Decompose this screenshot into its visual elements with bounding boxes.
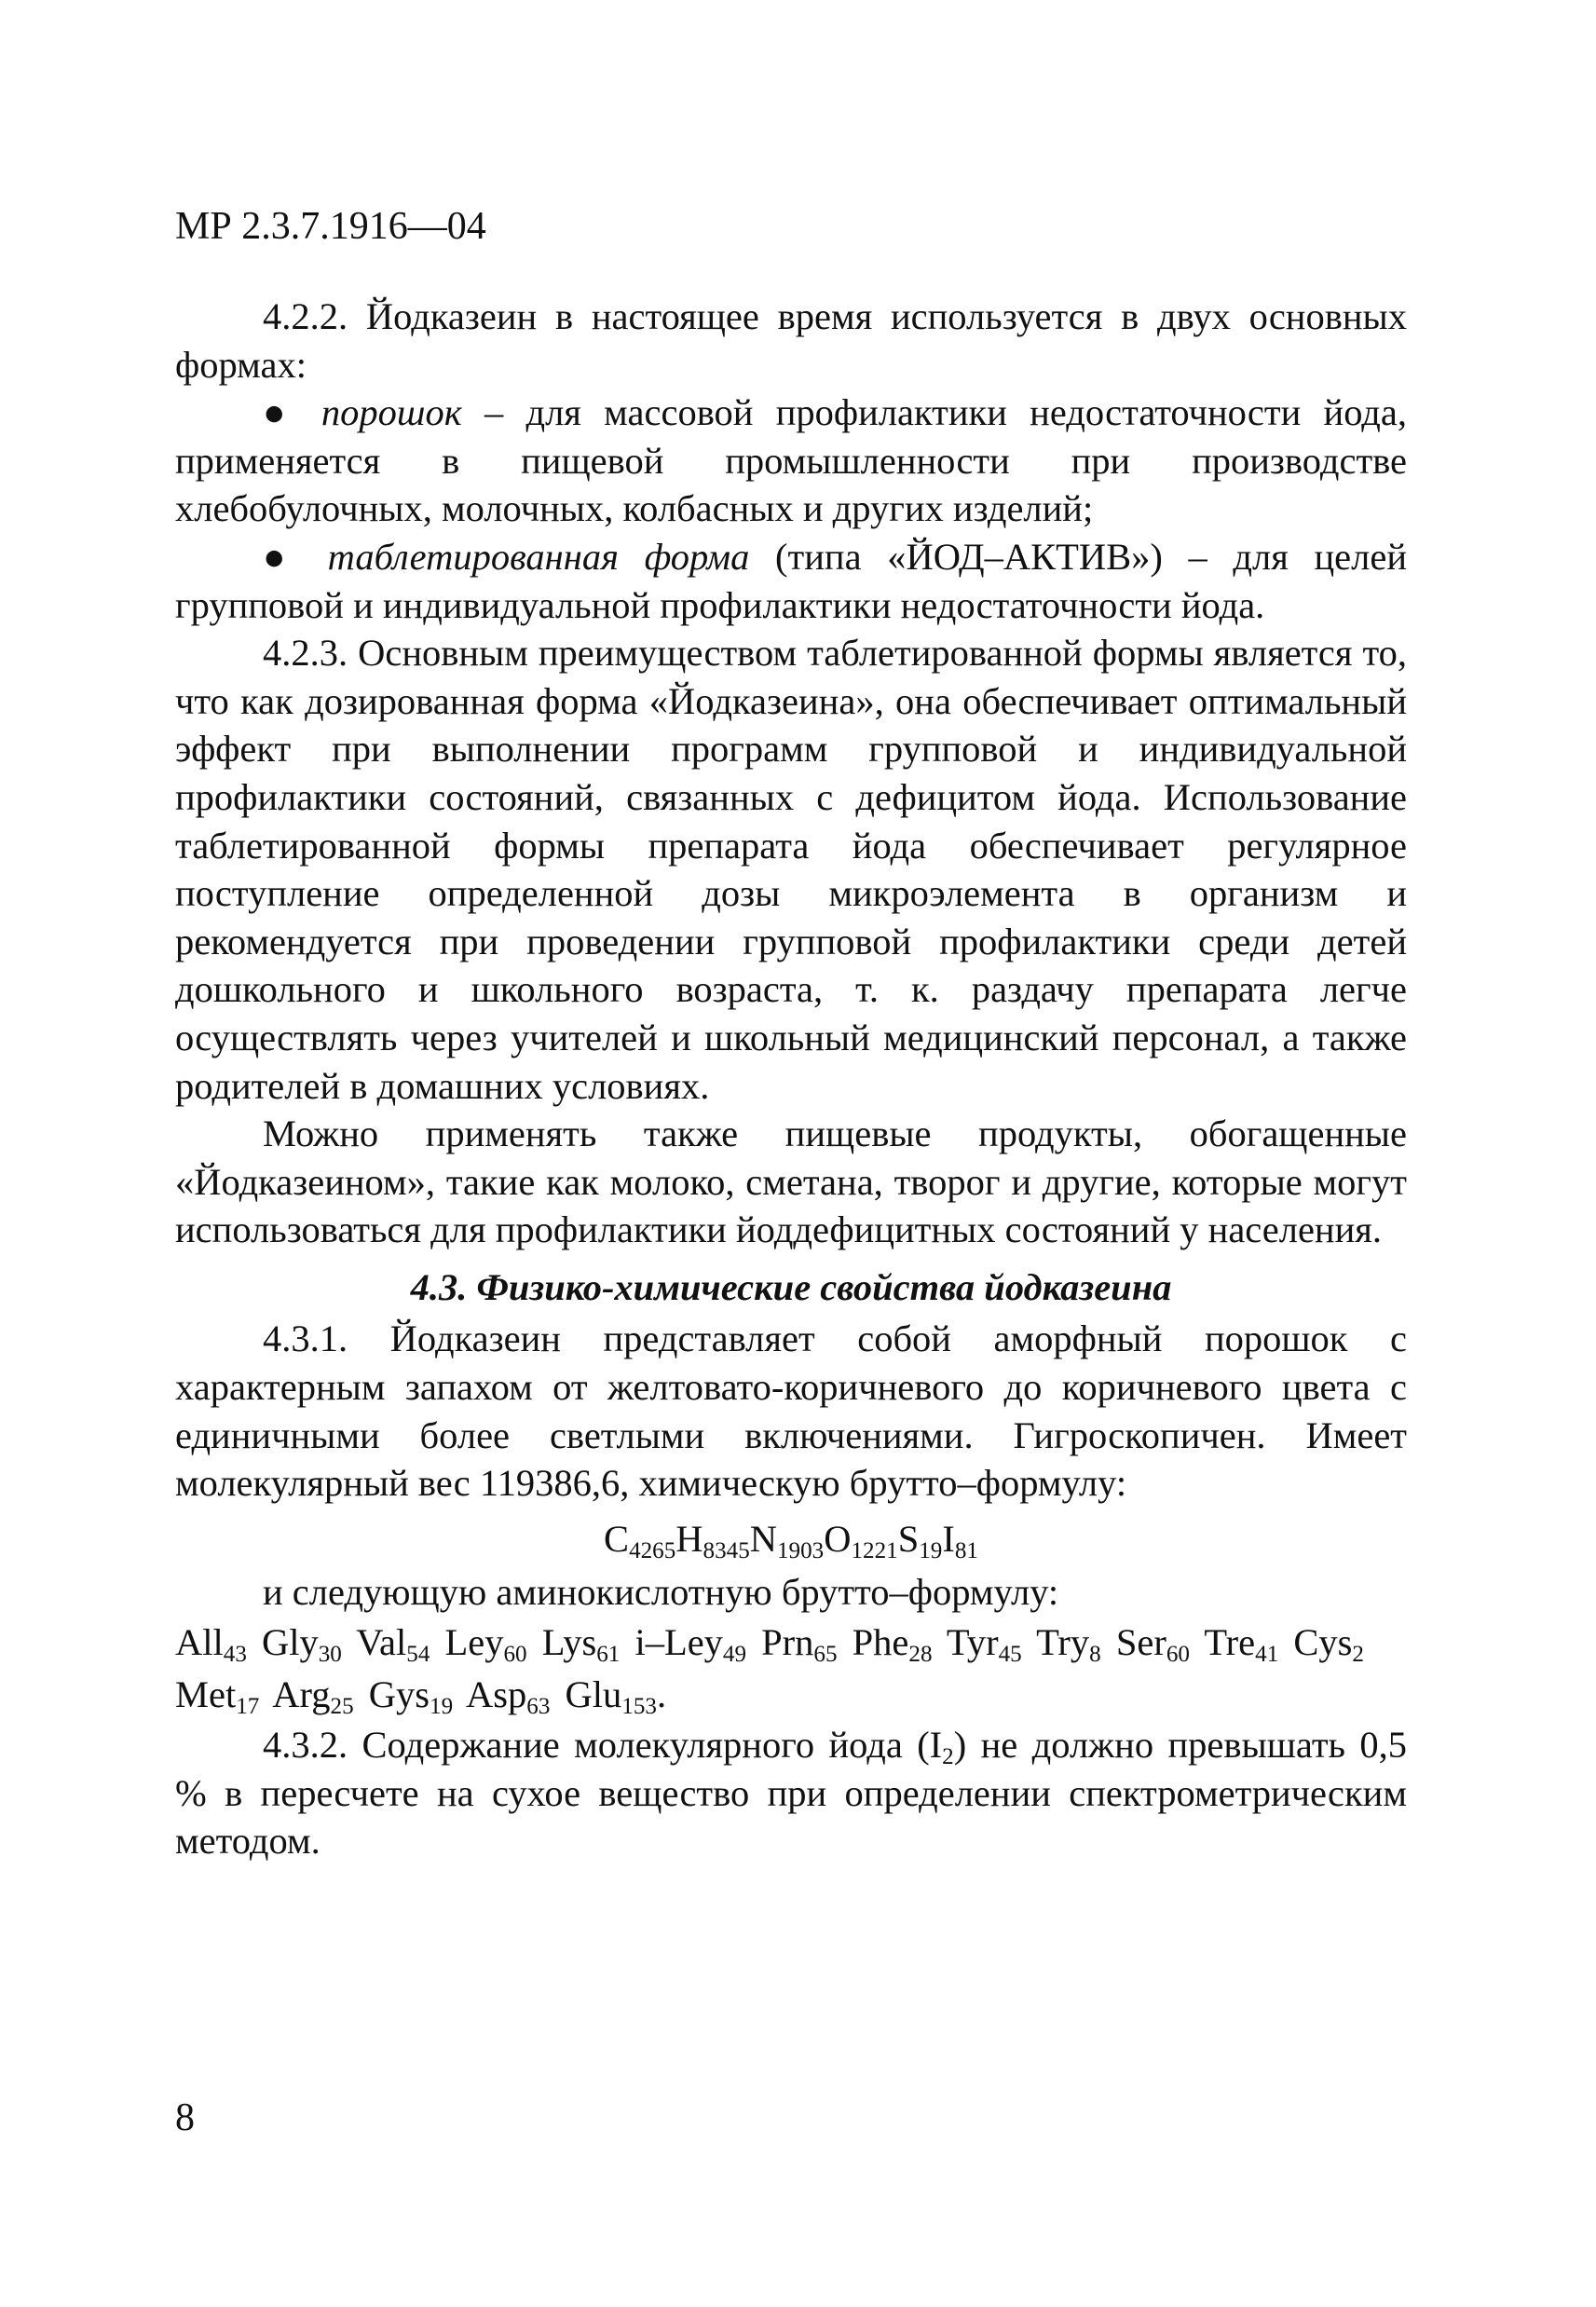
formula-element <box>604 1517 676 1563</box>
formula-element-count: 1221 <box>851 1537 898 1563</box>
amino-acid <box>852 1621 933 1668</box>
amino-acid <box>356 1621 430 1668</box>
amino-acid-count: 19 <box>430 1694 454 1720</box>
amino-acid-count: 60 <box>503 1642 527 1668</box>
amino-acid-name: Lys <box>541 1621 597 1664</box>
amino-acid <box>262 1621 342 1668</box>
bullet-term-tablet: таблетированная форма <box>327 535 750 578</box>
amino-acid <box>565 1673 667 1720</box>
amino-acid <box>175 1621 247 1668</box>
amino-acid-count: 2 <box>1352 1642 1364 1668</box>
formula-element-symbol: H <box>675 1517 703 1560</box>
amino-acid-count: 65 <box>813 1642 838 1668</box>
bullet-term-powder: порошок <box>321 391 462 434</box>
amino-acid-formula <box>175 1617 1407 1721</box>
iodine-subscript: 2 <box>942 1744 954 1770</box>
paragraph-4-3-2-start: 4.3.2. Содержание молекулярного йода (I <box>263 1724 943 1767</box>
formula-element <box>675 1517 750 1563</box>
amino-acid-name: Prn <box>761 1621 814 1664</box>
amino-acid-count: 30 <box>318 1642 342 1668</box>
amino-acid-name: Gys <box>368 1673 430 1716</box>
amino-acid <box>272 1673 354 1720</box>
amino-acid-count: 17 <box>236 1694 260 1720</box>
formula-element-count: 4265 <box>629 1537 676 1563</box>
bullet-item-powder <box>175 389 1407 533</box>
bullet-text-powder: – для массовой профилактики недостаточности йода, применяется в пищевой промышленности при производстве хлебобулочных, молочных, колбасных и других изделий; <box>175 391 1407 530</box>
paragraph-4-2-3: 4.2.3. Основным преимуществом таблетированной формы является то, что как дозированная форма «Йодказеина», она обеспечивает оптимальный эффект при выполнении программ групповой и индивидуальной профилактики состояний, связанных с дефицитом йода. Использование таблетированной формы препарата йода обеспечивает регулярное поступление определенной дозы микроэлемента в организм и рекомендуется при проведении групповой профилактики среди детей дошкольного и школьного возраста, т. к. раздачу препарата легче осуществлять через учителей и школьный медицинский персонал, а также родителей в домашних условиях. <box>175 632 1407 1107</box>
amino-acid-count: 63 <box>526 1694 551 1720</box>
page-number: 8 <box>175 2096 195 2139</box>
amino-acid-count: 61 <box>596 1642 621 1668</box>
amino-acid-name: All <box>175 1621 224 1664</box>
bullet-icon: ● <box>263 535 328 578</box>
amino-acid-count: 8 <box>1089 1642 1101 1668</box>
amino-acid-name: Ley <box>444 1621 504 1664</box>
amino-acid <box>946 1621 1022 1668</box>
bullet-icon: ● <box>263 391 321 434</box>
amino-acid <box>1204 1621 1279 1668</box>
amino-acid-name: Cys <box>1293 1621 1353 1664</box>
formula-element-symbol: I <box>942 1517 955 1560</box>
formula-element-count: 8345 <box>703 1537 750 1563</box>
amino-acid-name: i–Ley <box>634 1621 723 1664</box>
amino-acid-count: 28 <box>908 1642 933 1668</box>
amino-acid-name: Phe <box>852 1621 909 1664</box>
amino-acid-count: 54 <box>406 1642 430 1668</box>
amino-acid-name: Ser <box>1115 1621 1166 1664</box>
section-heading-4-3: 4.3. Физико-химические свойства йодказеина <box>410 1265 1172 1308</box>
amino-acid-count: 45 <box>998 1642 1022 1668</box>
formula-element-symbol: O <box>824 1517 852 1560</box>
formula-element-count: 1903 <box>777 1537 825 1563</box>
formula-element <box>942 1517 978 1563</box>
amino-acid-count: 60 <box>1166 1642 1190 1668</box>
gross-formula <box>175 1515 1407 1563</box>
bullet-text-tablet: (типа «ЙОД–АКТИВ») – для целей групповой и индивидуальной профилактики недостаточности йода. <box>175 535 1407 626</box>
amino-acid <box>1293 1621 1364 1668</box>
amino-formula-end: . <box>656 1673 667 1716</box>
formula-element-count: 19 <box>919 1537 943 1563</box>
formula-element-count: 81 <box>954 1537 978 1563</box>
amino-acid <box>634 1621 747 1668</box>
formula-element-symbol: C <box>604 1517 630 1560</box>
paragraph-fortified-products: Можно применять также пищевые продукты, обогащенные «Йодказеином», такие как молоко, сметана, творог и другие, которые могут использоваться для профилактики йоддефицитных состояний у населения. <box>175 1113 1407 1251</box>
formula-element <box>824 1517 898 1563</box>
amino-acid-name: Glu <box>565 1673 622 1716</box>
formula-element-symbol: N <box>749 1517 777 1560</box>
amino-acid-name: Try <box>1036 1621 1090 1664</box>
amino-acid-name: Val <box>356 1621 407 1664</box>
document-code: МР 2.3.7.1916—04 <box>175 205 486 248</box>
paragraph-4-3-2-end: ) не должно превышать 0,5 % в пересчете на сухое вещество при определении спектрометрическим методом. <box>175 1724 1407 1863</box>
paragraph-4-3-2 <box>175 1721 1407 1865</box>
bullet-item-tablet <box>175 533 1407 629</box>
amino-acid <box>368 1673 454 1720</box>
amino-acid-name: Asp <box>466 1673 527 1716</box>
amino-acid <box>1115 1621 1190 1668</box>
amino-acid <box>1036 1621 1101 1668</box>
amino-acid-name: Arg <box>272 1673 331 1716</box>
amino-acid-name: Gly <box>262 1621 319 1664</box>
amino-acid-count: 41 <box>1255 1642 1279 1668</box>
amino-acid <box>175 1673 260 1720</box>
amino-acid <box>466 1673 551 1720</box>
amino-acid-name: Tre <box>1204 1621 1256 1664</box>
document-body <box>175 293 1407 1865</box>
amino-acid <box>541 1621 621 1668</box>
amino-intro: и следующую аминокислотную брутто–формулу: <box>263 1571 1059 1614</box>
amino-acid-name: Met <box>175 1673 237 1716</box>
paragraph-4-3-1: 4.3.1. Йодказеин представляет собой аморфный порошок с характерным запахом от желтовато-коричневого до коричневого цвета с единичными более светлыми включениями. Гигроскопичен. Имеет молекулярный вес 119386,6, химическую брутто–формулу: <box>175 1317 1407 1505</box>
amino-acid-count: 49 <box>722 1642 747 1668</box>
amino-acid-count: 43 <box>223 1642 247 1668</box>
amino-acid <box>761 1621 838 1668</box>
amino-acid-name: Tyr <box>946 1621 999 1664</box>
paragraph-4-2-2: 4.2.2. Йодказеин в настоящее время используется в двух основных формах: <box>175 295 1407 386</box>
amino-acid-count: 153 <box>621 1694 657 1720</box>
formula-element <box>749 1517 825 1563</box>
amino-acid-count: 25 <box>330 1694 354 1720</box>
amino-acid <box>444 1621 527 1668</box>
formula-element-symbol: S <box>897 1517 920 1560</box>
formula-element <box>897 1517 943 1563</box>
